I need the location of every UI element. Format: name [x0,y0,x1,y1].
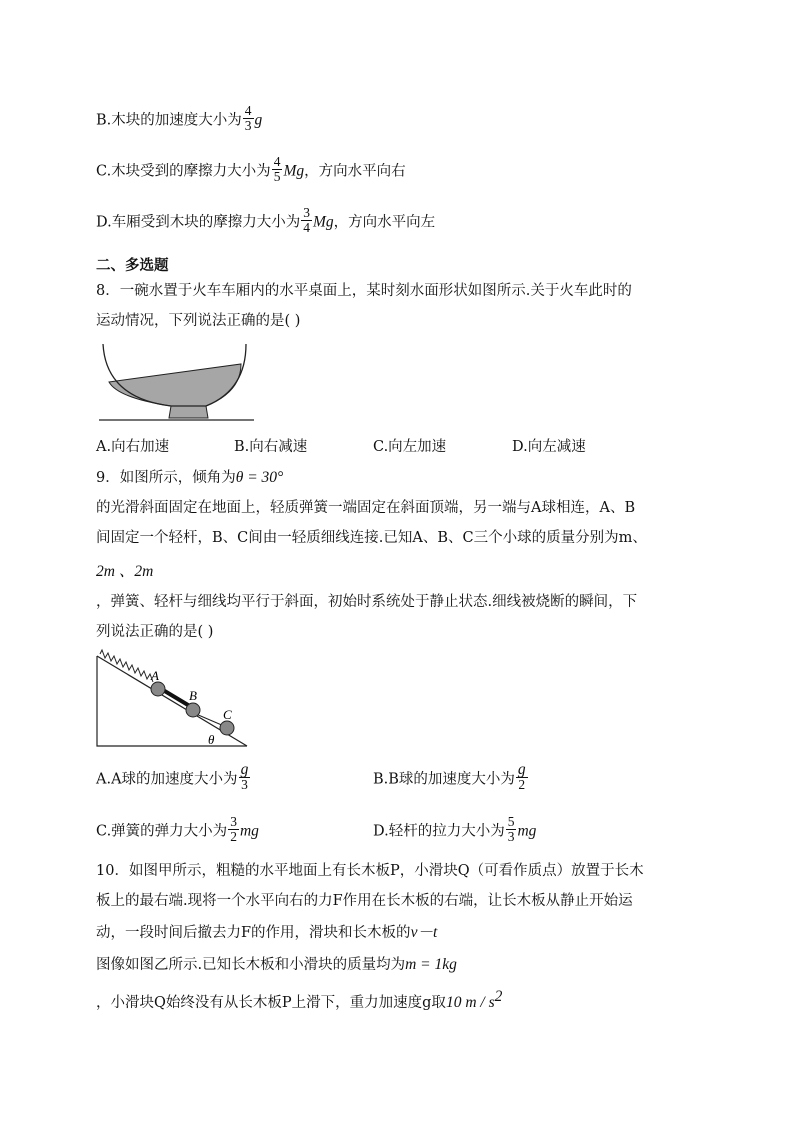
math-var: g [254,111,263,129]
q10-stem-line5: ，小滑块Q始终没有从长木板P上滑下，重力加速度g取10 m / $s^2$ [96,988,503,1011]
q8-option-b[interactable]: B.向右减速 [234,439,308,455]
q8-option-d[interactable]: D.向左减速 [512,439,586,455]
ball-a [151,682,165,696]
q8-stem-line1: 8．一碗水置于火车车厢内的水平桌面上，某时刻水面形状如图所示.关于火车此时的 [96,283,632,299]
q9-stem-line1: 9．如图所示，倾角为θ = 30° [96,469,284,486]
incline-diagram [92,648,252,750]
ball-c [220,721,234,735]
fraction: $\frac{4}{5}$ [273,154,281,184]
ball-b [186,703,200,717]
fraction: $\frac{3}{4}$ [303,205,310,235]
label-c: C [223,707,232,722]
bowl-base [169,406,208,418]
fraction: $\frac{3}{2}$ [230,814,237,844]
q9-stem-line3: 间固定一个轻杆，B、C间由一轻质细线连接.已知A、B、C三个小球的质量分别为m、 [96,530,647,546]
fraction: $\frac{g}{3}$ [240,761,249,792]
fraction: $\frac{5}{3}$ [507,814,515,844]
label-b: B [189,688,197,703]
spring [100,650,153,682]
q9-stem-line6: 列说法正确的是( ) [96,624,214,640]
vt-graph-label: v－t [410,924,438,941]
q10-stem-line3: 动，一段时间后撤去力F的作用，滑块和长木板的v－t [96,924,438,941]
q8-option-c[interactable]: C.向左加速 [373,439,447,455]
q9-option-a[interactable]: A.A球的加速度大小为 $\frac{g}{3}$ [96,761,249,792]
gravity-value: 10 m / s [445,993,495,1011]
math-var: Mg [283,162,305,180]
q9-stem-line2: 的光滑斜面固定在地面上，轻质弹簧一端固定在斜面顶端，另一端与A球相连，A、B [96,500,636,516]
q7-option-d-text: D.车厢受到木块的摩擦力大小为 [96,214,301,231]
math-var: Mg [312,213,334,231]
q10-stem-line4: 图像如图乙所示.已知长木板和小滑块的质量均为m = 1kg [96,956,457,973]
bowl-diagram [96,340,256,426]
angle-value: θ = 30° [235,469,284,486]
q10-stem-line2: 板上的最右端.现将一个水平向右的力F作用在长木板的右端，让长木板从静止开始运 [96,893,633,909]
q7-option-c[interactable]: C.木块受到的摩擦力大小为 $\frac{4}{5}$ Mg，方向水平向右 [96,154,406,184]
q9-stem-line5: ，弹簧、轻杆与细线均平行于斜面，初始时系统处于静止状态.细线被烧断的瞬间，下 [96,594,638,610]
q9-option-b[interactable]: B.B球的加速度大小为 $\frac{g}{2}$ [373,761,526,792]
section-title: 二、多选题 [96,258,169,274]
fraction: $\frac{g}{2}$ [517,761,526,792]
label-a: A [151,668,159,683]
q9-stem-line4: 2m 、2m [96,563,154,580]
q10-stem-line1: 10．如图甲所示，粗糙的水平地面上有长木板P，小滑块Q（可看作质点）放置于长木 [96,863,644,879]
bowl-water [109,364,241,406]
label-theta: θ [208,732,215,747]
q9-option-c[interactable]: C.弹簧的弹力大小为 $\frac{3}{2}$ mg [96,814,259,844]
mass-value: m = 1kg [405,956,457,973]
q7-option-b-text: B.木块的加速度大小为 [96,112,242,129]
q8-stem-line2: 运动情况，下列说法正确的是( ) [96,313,301,329]
q7-option-d[interactable]: D.车厢受到木块的摩擦力大小为 $\frac{3}{4}$ Mg，方向水平向左 [96,205,436,235]
q9-option-d[interactable]: D.轻杆的拉力大小为 $\frac{5}{3}$ mg [373,814,537,844]
q8-option-a[interactable]: A.向右加速 [96,439,170,455]
q7-option-b[interactable] [96,103,263,135]
fraction: $\frac{4}{3}$ [244,103,252,133]
q7-option-c-text: C.木块受到的摩擦力大小为 [96,163,271,180]
